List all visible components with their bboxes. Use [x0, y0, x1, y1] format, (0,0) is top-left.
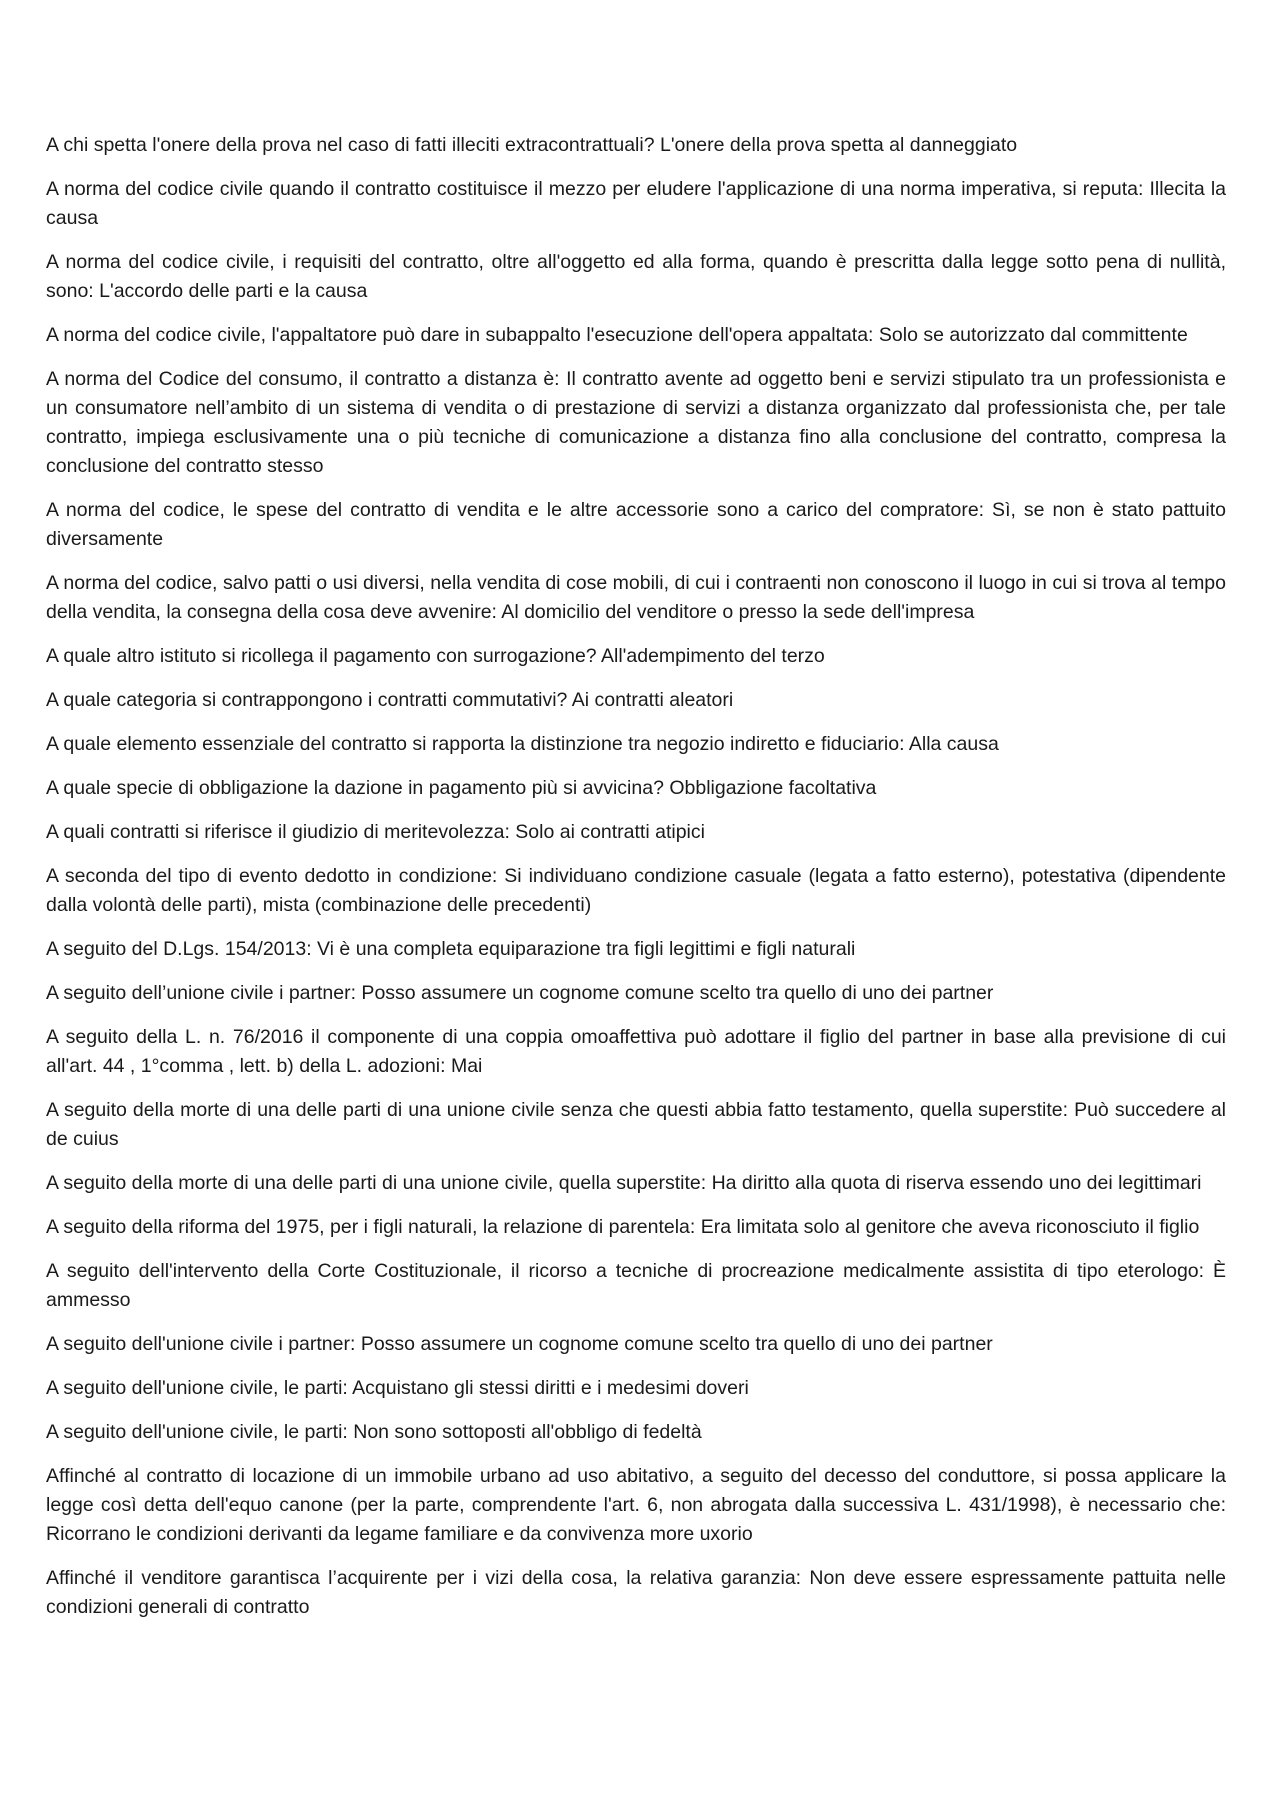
- qa-entry: A seguito dell'unione civile i partner: Posso assumere un cognome comune scelto tra quello di uno dei partner: [46, 1333, 993, 1355]
- qa-entry: A seguito del D.Lgs. 154/2013: Vi è una completa equiparazione tra figli legittimi e figli naturali: [46, 938, 856, 960]
- document-page: [46, 131, 1226, 1637]
- qa-entry: A chi spetta l'onere della prova nel caso di fatti illeciti extracontrattuali? L'onere della prova spetta al danneggiato: [46, 134, 1018, 156]
- qa-entry: A seconda del tipo di evento dedotto in condizione: Si individuano condizione casuale (legata a fatto esterno), potestativa (dipendente dalla volontà delle parti), mista (combinazione delle precedenti): [46, 865, 1226, 916]
- qa-entry: A quale altro istituto si ricollega il pagamento con surrogazione? All'adempimento del terzo: [46, 645, 825, 667]
- qa-entry: A seguito dell'unione civile, le parti: Non sono sottoposti all'obbligo di fedeltà: [46, 1421, 702, 1443]
- qa-entry: A quale specie di obbligazione la dazione in pagamento più si avvicina? Obbligazione facoltativa: [46, 777, 877, 799]
- qa-entry: A quale elemento essenziale del contratto si rapporta la distinzione tra negozio indiretto e fiduciario: Alla causa: [46, 733, 999, 755]
- qa-entry: A seguito della riforma del 1975, per i figli naturali, la relazione di parentela: Era limitata solo al genitore che aveva riconosciuto il figlio: [46, 1216, 1200, 1238]
- qa-entry: A seguito dell’unione civile i partner: Posso assumere un cognome comune scelto tra quello di uno dei partner: [46, 982, 994, 1004]
- qa-entry: A seguito dell'intervento della Corte Costituzionale, il ricorso a tecniche di procreazione medicalmente assistita di tipo eterologo: È ammesso: [46, 1260, 1226, 1311]
- qa-entry: A seguito della morte di una delle parti di una unione civile, quella superstite: Ha diritto alla quota di riserva essendo uno dei legittimari: [46, 1172, 1202, 1194]
- qa-entry: A norma del codice civile quando il contratto costituisce il mezzo per eludere l'applicazione di una norma imperativa, si reputa: Illecita la causa: [46, 178, 1226, 229]
- qa-entry: A norma del Codice del consumo, il contratto a distanza è: Il contratto avente ad oggetto beni e servizi stipulato tra un professionista e un consumatore nell’ambito di un sistema di vendita o di prestazione di servizi a distanza organizzato dal professionista che, per tale contratto, impiega esclusivamente una o più tecniche di comunicazione a distanza fino alla conclusione del contratto, compresa la conclusione del contratto stesso: [46, 368, 1226, 477]
- qa-entry: A quali contratti si riferisce il giudizio di meritevolezza: Solo ai contratti atipici: [46, 821, 705, 843]
- qa-entry: A norma del codice, salvo patti o usi diversi, nella vendita di cose mobili, di cui i contraenti non conoscono il luogo in cui si trova al tempo della vendita, la consegna della cosa deve avvenire: Al domicilio del venditore o presso la sede dell'impresa: [46, 572, 1226, 623]
- qa-entry: A seguito della morte di una delle parti di una unione civile senza che questi abbia fatto testamento, quella superstite: Può succedere al de cuius: [46, 1099, 1226, 1150]
- qa-entry: Affinché il venditore garantisca l’acquirente per i vizi della cosa, la relativa garanzia: Non deve essere espressamente pattuita nelle condizioni generali di contratto: [46, 1567, 1226, 1618]
- qa-entry: A seguito della L. n. 76/2016 il componente di una coppia omoaffettiva può adottare il figlio del partner in base alla previsione di cui all'art. 44 , 1°comma , lett. b) della L. adozioni: Mai: [46, 1026, 1226, 1077]
- qa-entry: A norma del codice civile, l'appaltatore può dare in subappalto l'esecuzione dell'opera appaltata: Solo se autorizzato dal committente: [46, 324, 1188, 346]
- qa-entry: A norma del codice civile, i requisiti del contratto, oltre all'oggetto ed alla forma, quando è prescritta dalla legge sotto pena di nullità, sono: L'accordo delle parti e la causa: [46, 251, 1226, 302]
- qa-entry: Affinché al contratto di locazione di un immobile urbano ad uso abitativo, a seguito del decesso del conduttore, si possa applicare la legge così detta dell'equo canone (per la parte, comprendente l'art. 6, non abrogata dalla successiva L. 431/1998), è necessario che: Ricorrano le condizioni derivanti da legame familiare e da convivenza more uxorio: [46, 1465, 1226, 1545]
- qa-entry: A norma del codice, le spese del contratto di vendita e le altre accessorie sono a carico del compratore: Sì, se non è stato pattuito diversamente: [46, 499, 1226, 550]
- qa-entry: A quale categoria si contrappongono i contratti commutativi? Ai contratti aleatori: [46, 689, 734, 711]
- qa-entry: A seguito dell'unione civile, le parti: Acquistano gli stessi diritti e i medesimi doveri: [46, 1377, 749, 1399]
